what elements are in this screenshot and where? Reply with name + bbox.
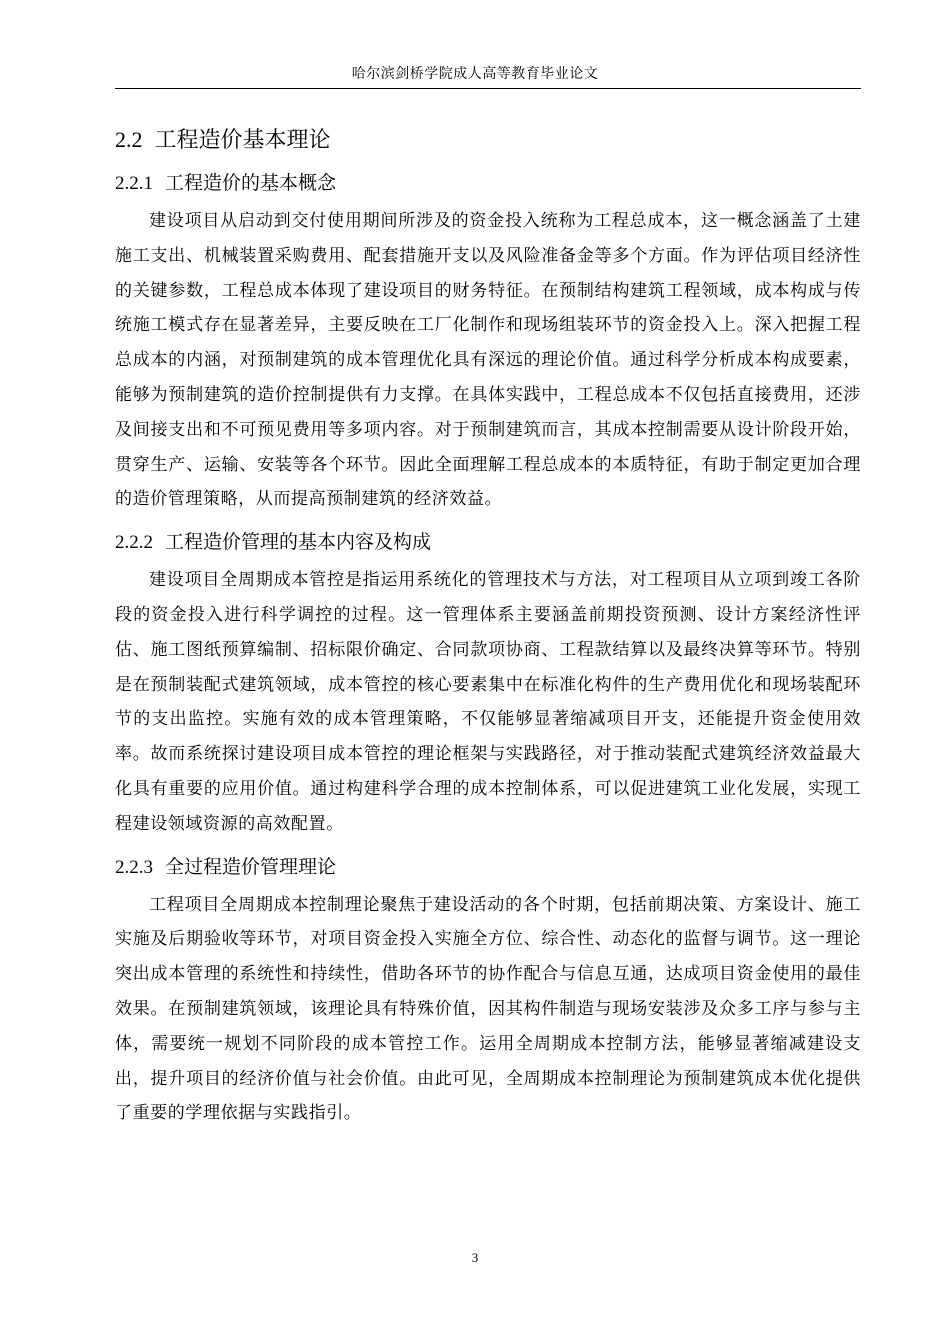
page-number: 3 bbox=[471, 1250, 479, 1265]
running-header: 哈尔滨剑桥学院成人高等教育毕业论文 bbox=[351, 66, 599, 82]
header-divider bbox=[115, 88, 861, 89]
section-number: 2.2 bbox=[115, 127, 143, 152]
subsection-title: 工程造价管理的基本内容及构成 bbox=[165, 531, 432, 554]
subsection-number: 2.2.2 bbox=[115, 532, 153, 554]
subsection-heading-1 bbox=[115, 162, 861, 204]
subsection-title: 工程造价的基本概念 bbox=[165, 172, 337, 194]
subsection-title: 全过程造价管理理论 bbox=[165, 855, 337, 878]
paragraph-2: 建设项目全周期成本管控是指运用系统化的管理技术与方法，对工程项目从立项到竣工各阶段的资金投入进行科学调控的过程。这一管理体系主要涵盖前期投资预测、设计方案经济性评估、施工图纸预算编制、招标限价确定、合同款项协商、工程款结算以及最终决算等环节。特别是在预制装配式建筑领域，成本管控的核心要素集中在标准化构件的生产费用优化和现场装配环节的支出监控。实施有效的成本管理策略，不仅能够显著缩减项目开支，还能提升资金使用效率。故而系统探讨建设项目成本管控的理论框架与实践路径，对于推动装配式建筑经济效益最大化具有重要的应用价值。通过构建科学合理的成本控制体系，可以促进建筑工业化发展，实现工程建设领域资源的高效配置。 bbox=[115, 570, 861, 834]
section-heading bbox=[115, 118, 861, 162]
page-body bbox=[115, 118, 861, 1135]
subsection-number: 2.2.3 bbox=[115, 856, 153, 878]
subsection-number: 2.2.1 bbox=[115, 173, 153, 194]
paragraph-3: 工程项目全周期成本控制理论聚焦于建设活动的各个时期，包括前期决策、方案设计、施工实施及后期验收等环节，对项目资金投入实施全方位、综合性、动态化的监督与调节。这一理论突出成本管理的系统性和持续性，借助各环节的协作配合与信息互通，达成项目资金使用的最佳效果。在预制建筑领域，该理论具有特殊价值，因其构件制造与现场安装涉及众多工序与参与主体，需要统一规划不同阶段的成本管控工作。运用全周期成本控制方法，能够显著缩减建设支出，提升项目的经济价值与社会价值。由此可见，全周期成本控制理论为预制建筑成本优化提供了重要的学理依据与实践指引。 bbox=[115, 894, 861, 1124]
subsection-heading-3 bbox=[115, 846, 861, 888]
paragraph-1: 建设项目从启动到交付使用期间所涉及的资金投入统称为工程总成本，这一概念涵盖了土建施工支出、机械装置采购费用、配套措施开支以及风险准备金等多个方面。作为评估项目经济性的关键参数，工程总成本体现了建设项目的财务特征。在预制结构建筑工程领域，成本构成与传统施工模式存在显著差异，主要反映在工厂化制作和现场组装环节的资金投入上。深入把握工程总成本的内涵，对预制建筑的成本管理优化具有深远的理论价值。通过科学分析成本构成要素，能够为预制建筑的造价控制提供有力支撑。在具体实践中，工程总成本不仅包括直接费用，还涉及间接支出和不可预见费用等多项内容。对于预制建筑而言，其成本控制需要从设计阶段开始，贯穿生产、运输、安装等各个环节。因此全面理解工程总成本的本质特征，有助于制定更加合理的造价管理策略，从而提高预制建筑的经济效益。 bbox=[115, 211, 861, 510]
subsection-heading-2 bbox=[115, 521, 861, 563]
section-title: 工程造价基本理论 bbox=[154, 128, 331, 153]
